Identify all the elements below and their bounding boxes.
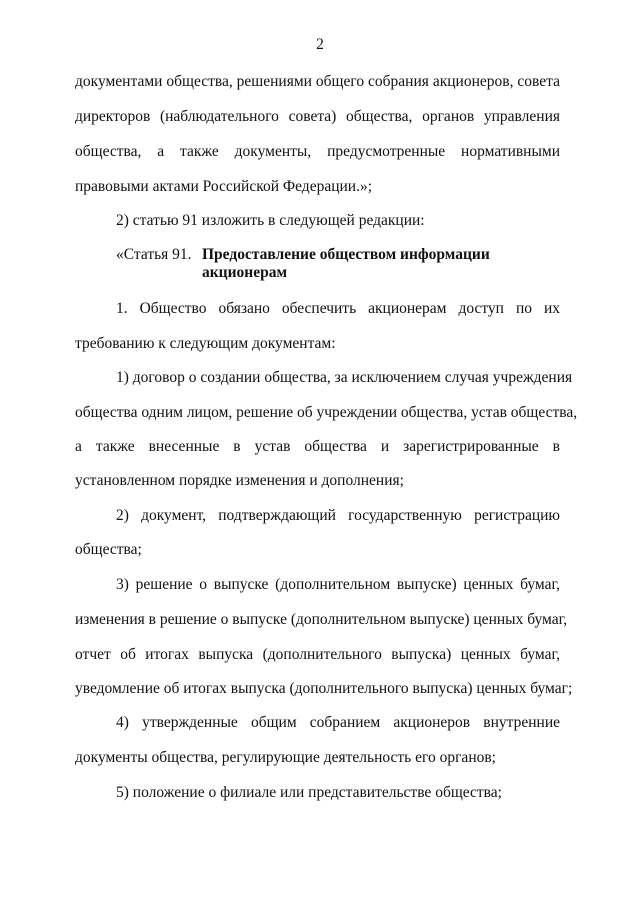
text-line: требованию к следующим документам: <box>75 335 336 352</box>
text-line: 5) положение о филиале или представительстве общества; <box>116 784 502 801</box>
text-line: правовыми актами Российской Федерации.»; <box>75 178 373 195</box>
text-line: установленном порядке изменения и дополнения; <box>75 472 404 489</box>
text-line: изменения в решение о выпуске (дополнительном выпуске) ценных бумаг, <box>75 611 568 628</box>
text-line: документы общества, регулирующие деятельность его органов; <box>75 749 496 766</box>
text-line: 1. Общество обязано обеспечить акционерам доступ по их <box>116 300 560 317</box>
text-line: 1) договор о создании общества, за исключением случая учреждения <box>116 369 573 386</box>
article-title: Предоставление обществом информации <box>202 246 490 263</box>
text-line: а также внесенные в устав общества и зарегистрированные в <box>75 438 560 455</box>
text-line: отчет об итогах выпуска (дополнительного выпуска) ценных бумаг, <box>75 646 560 663</box>
text-line: документами общества, решениями общего собрания акционеров, совета <box>75 73 560 90</box>
article-label: «Статья 91. <box>116 246 192 263</box>
text-line: 3) решение о выпуске (дополнительном выпуске) ценных бумаг, <box>116 576 560 593</box>
text-line: 4) утвержденные общим собранием акционеров внутренние <box>116 714 560 731</box>
text-line: общества, а также документы, предусмотренные нормативными <box>75 143 560 160</box>
text-line: уведомление об итогах выпуска (дополнительного выпуска) ценных бумаг; <box>75 680 573 697</box>
text-line: общества; <box>75 541 142 558</box>
article-title-continued: акционерам <box>202 264 288 281</box>
text-line: 2) документ, подтверждающий государственную регистрацию <box>116 507 560 524</box>
text-line: 2) статью 91 изложить в следующей редакции: <box>116 212 425 229</box>
text-line: директоров (наблюдательного совета) общества, органов управления <box>75 108 560 125</box>
page-number: 2 <box>316 36 324 53</box>
text-line: общества одним лицом, решение об учреждении общества, устав общества, <box>75 404 578 421</box>
